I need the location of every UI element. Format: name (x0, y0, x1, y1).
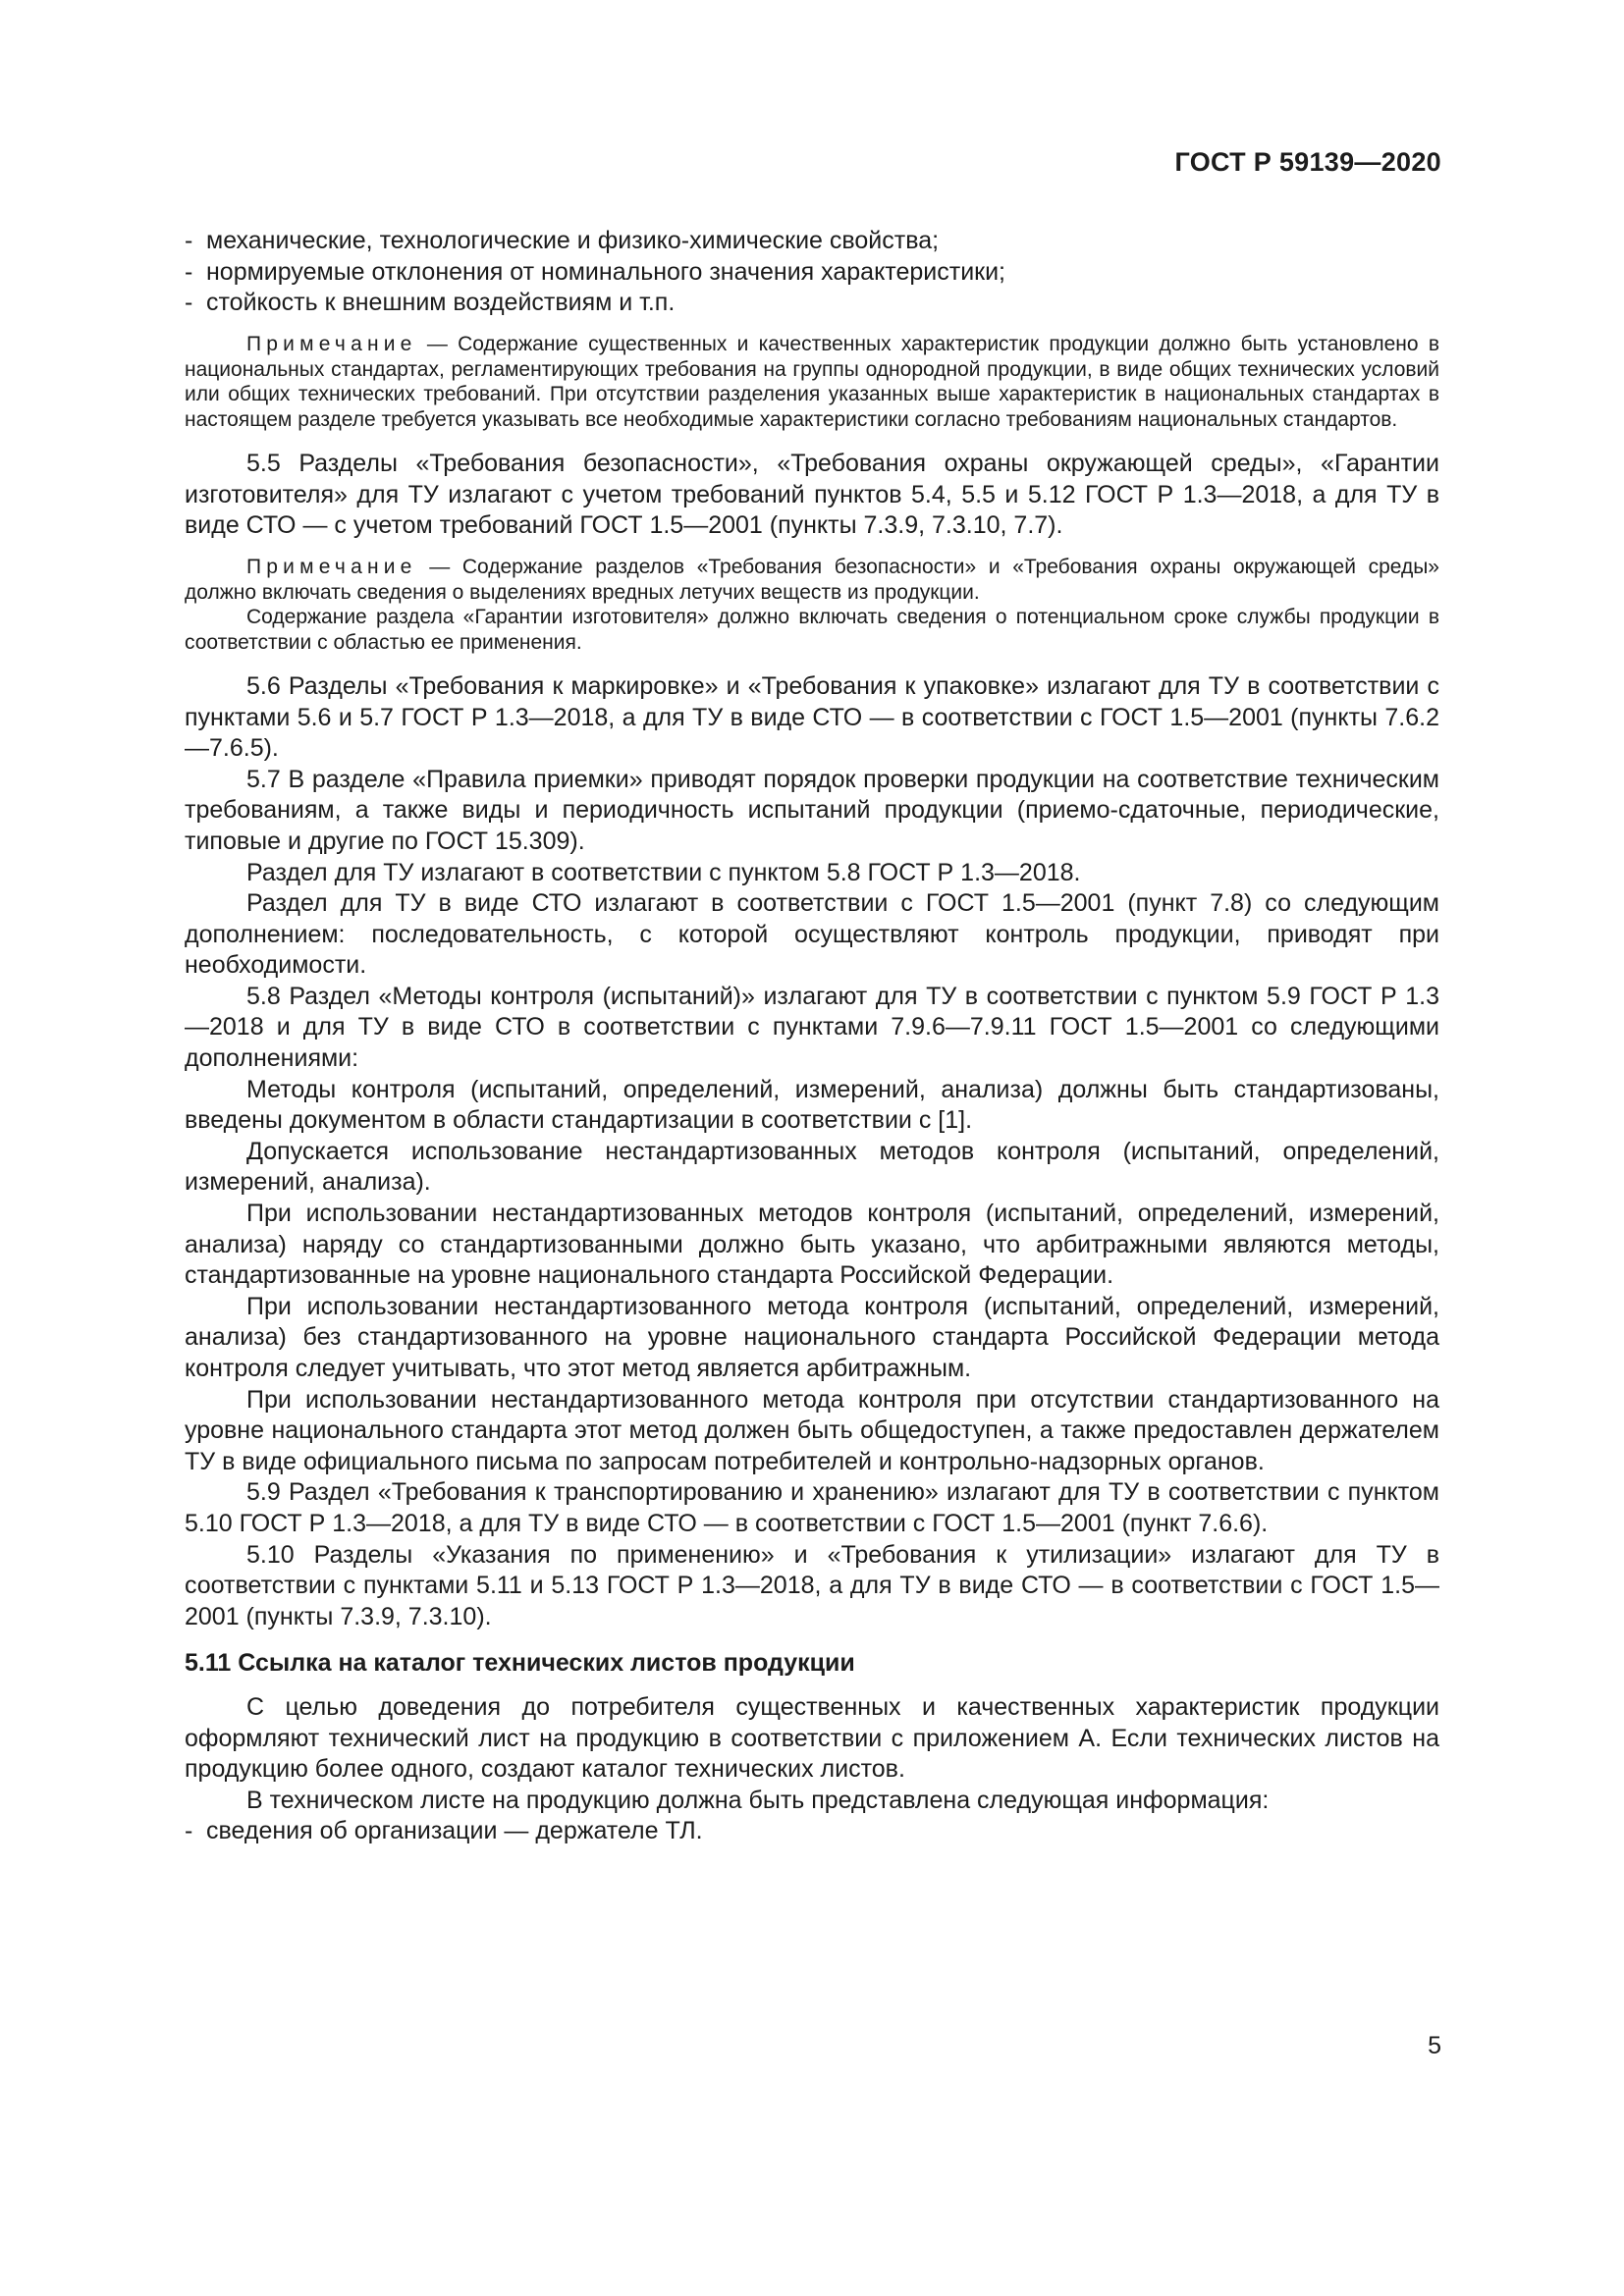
paragraph-5-7-sto: Раздел для ТУ в виде СТО излагают в соответствии с ГОСТ 1.5—2001 (пункт 7.8) со следующим дополнением: последовательность, с которой осуществляют контроль продукции, приводят при необходимости. (185, 889, 1439, 980)
list-dash: - (185, 227, 193, 254)
paragraph-5-8: 5.8 Раздел «Методы контроля (испытаний)» излагают для ТУ в соответствии с пунктом 5.9 ГОСТ Р 1.3—2018 и для ТУ в виде СТО в соответствии с пунктами 7.9.6—7.9.11 ГОСТ 1.5—2001 со следующими дополнениями: (185, 982, 1439, 1073)
list-item: - нормируемые отклонения от номинального значения характеристики; (185, 257, 1439, 289)
paragraph-5-7: 5.7 В разделе «Правила приемки» приводят порядок проверки продукции на соответствие техническим требованиям, а также виды и периодичность испытаний продукции (приемо-сдаточные, периодические, типовые и другие по ГОСТ 15.309). (185, 765, 1439, 855)
paragraph-5-10: 5.10 Разделы «Указания по применению» и «Требования к утилизации» излагают для ТУ в соответствии с пунктами 5.11 и 5.13 ГОСТ Р 1.3—2018, а для ТУ в виде СТО — в соответствии с ГОСТ 1.5—2001 (пункты 7.3.9, 7.3.10). (185, 1540, 1439, 1630)
note-2-continuation: Содержание раздела «Гарантии изготовителя» должно включать сведения о потенциальном сроке службы продукции в соответствии с областью ее применения. (185, 606, 1439, 655)
paragraph-5-9: 5.9 Раздел «Требования к транспортированию и хранению» излагают для ТУ в соответствии с пунктом 5.10 ГОСТ Р 1.3—2018, а для ТУ в виде СТО — в соответствии с ГОСТ 1.5—2001 (пункт 7.6.6). (185, 1478, 1439, 1537)
list-dash: - (185, 1817, 193, 1845)
paragraph-5-8-arbitration: При использовании нестандартизованных методов контроля (испытаний, определений, измерений, анализа) наряду со стандартизованными должно быть указано, что арбитражными являются методы, стандартизованные на уровне национального стандарта Российской Федерации. (185, 1200, 1439, 1290)
page-number: 5 (1428, 2032, 1441, 2059)
note-1 (185, 332, 1439, 433)
note-text: — Содержание существенных и качественных характеристик продукции должно быть установлено в национальных стандартах, регламентирующих требования на группы однородной продукции, в виде общих технических условий или общих технических требований. При отсутствии разделения указанных выше характеристик в национальных стандартах в настоящем разделе требуется указывать все необходимые характеристики согласно требованиям национальных стандартов. (185, 332, 1439, 432)
note-text: — Содержание разделов «Требования безопасности» и «Требования охраны окружающей среды» должно включать сведения о выделениях вредных летучих веществ из продукции. (185, 555, 1439, 604)
paragraph-5-8-allowed: Допускается использование нестандартизованных методов контроля (испытаний, определений, измерений, анализа). (185, 1137, 1439, 1197)
info-list (185, 1816, 1439, 1847)
paragraph-5-5: 5.5 Разделы «Требования безопасности», «Требования охраны окружающей среды», «Гарантии изготовителя» для ТУ излагают с учетом требований пунктов 5.4, 5.5 и 5.12 ГОСТ Р 1.3—2018, а для ТУ в виде СТО — с учетом требований ГОСТ 1.5—2001 (пункты 7.3.9, 7.3.10, 7.7). (185, 449, 1439, 540)
note-2 (185, 555, 1439, 606)
list-dash: - (185, 289, 193, 317)
paragraph-5-11: С целью доведения до потребителя существенных и качественных характеристик продукции оформляют технический лист на продукцию в соответствии с приложением А. Если технических листов на продукцию более одного, создают каталог технических листов. (185, 1692, 1439, 1784)
page-content (185, 226, 1439, 1847)
paragraph-5-7-tu: Раздел для ТУ излагают в соответствии с пунктом 5.8 ГОСТ Р 1.3—2018. (246, 858, 1081, 886)
note-label: Примечание (246, 555, 417, 578)
paragraph-5-8-non-standard: При использовании нестандартизованного метода контроля (испытаний, определений, измерений, анализа) без стандартизованного на уровне национального стандарта Российской Федерации метода контроля следует учитывать, что этот метод является арбитражным. (185, 1292, 1439, 1382)
list-item: - стойкость к внешним воздействиям и т.п. (185, 288, 1439, 319)
properties-list (185, 226, 1439, 319)
section-heading-5-11: 5.11 Ссылка на каталог технических листов продукции (185, 1649, 855, 1678)
paragraph-5-8-public: При использовании нестандартизованного метода контроля при отсутствии стандартизованного на уровне национального стандарта этот метод должен быть общедоступен, а также предоставлен держателем ТУ в виде официального письма по запросам потребителей и контрольно-надзорных органов. (185, 1385, 1439, 1475)
list-item: - механические, технологические и физико-химические свойства; (185, 226, 1439, 257)
list-dash: - (185, 257, 193, 286)
note-label: Примечание (246, 332, 417, 355)
document-code: ГОСТ Р 59139—2020 (1174, 147, 1441, 177)
paragraph-5-6: 5.6 Разделы «Требования к маркировке» и «Требования к упаковке» излагают для ТУ в соответствии с пунктами 5.6 и 5.7 ГОСТ Р 1.3—2018, а для ТУ в виде СТО — в соответствии с ГОСТ 1.5—2001 (пункты 7.6.2—7.6.5). (185, 671, 1439, 763)
paragraph-5-11-info: В техническом листе на продукцию должна быть представлена следующая информация: (246, 1786, 1270, 1814)
list-item: - сведения об организации — держателе ТЛ. (185, 1816, 1439, 1847)
paragraph-5-8-methods: Методы контроля (испытаний, определений, измерений, анализа) должны быть стандартизованы, введены документом в области стандартизации в соответствии с [1]. (185, 1075, 1439, 1135)
